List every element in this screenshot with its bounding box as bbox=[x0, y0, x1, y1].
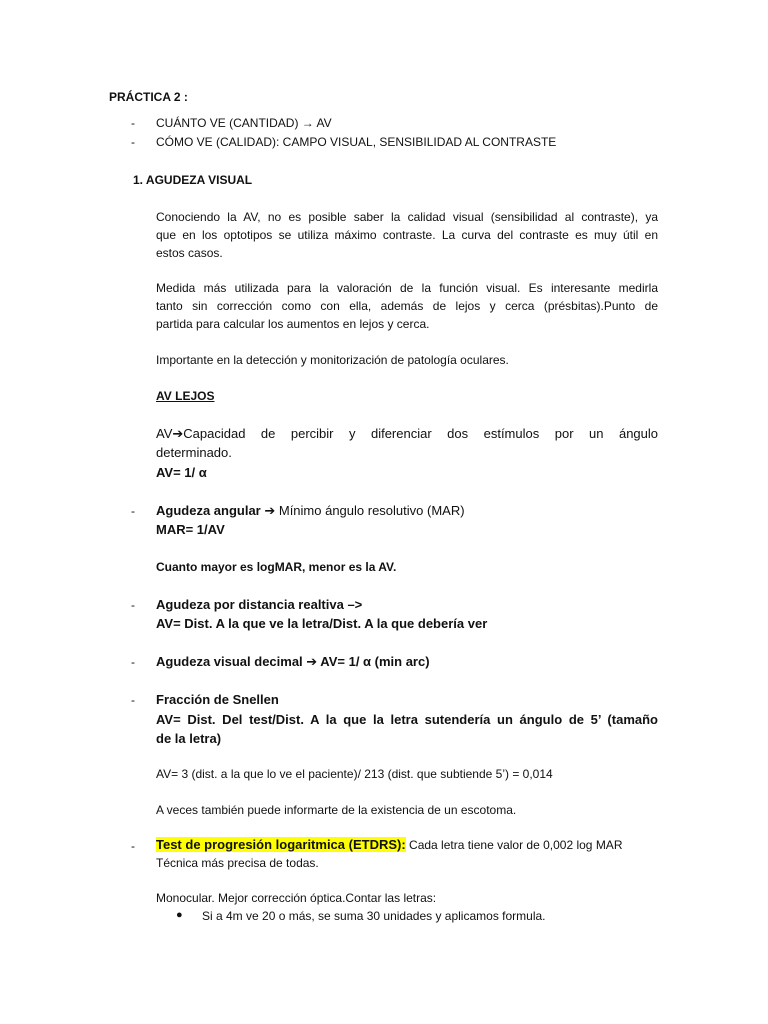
paragraph-2-line-2: tanto sin corrección como con ella, además de lejos y cerca (présbitas).Punto de bbox=[156, 299, 658, 313]
agudeza-angular-line bbox=[156, 502, 465, 519]
snellen-line-2: de la letra) bbox=[156, 731, 222, 746]
page-title: PRÁCTICA 2 : bbox=[109, 90, 188, 104]
monocular-line: Monocular. Mejor corrección óptica.Contar las letras: bbox=[156, 891, 437, 905]
mar-formula: MAR= 1/AV bbox=[156, 522, 225, 537]
agudeza-angular-text: ➔ Mínimo ángulo resolutivo (MAR) bbox=[260, 503, 465, 518]
paragraph-2-line-3: partida para calcular los aumentos en lejos y cerca. bbox=[156, 317, 430, 331]
agudeza-distancia-line-2: AV= Dist. A la que ve la letra/Dist. A la que debería ver bbox=[156, 616, 488, 631]
etdrs-highlighted-label: Test de progresión logaritmica (ETDRS): bbox=[156, 837, 406, 852]
etdrs-line-1 bbox=[156, 837, 622, 853]
etdrs-line-2: Técnica más precisa de todas. bbox=[156, 856, 319, 870]
bullet-dot-icon: ● bbox=[176, 909, 183, 921]
item-dash-snellen: - bbox=[131, 693, 135, 707]
agudeza-distancia-line-1: Agudeza por distancia realtiva –> bbox=[156, 597, 363, 612]
agudeza-decimal-line: Agudeza visual decimal ➔ AV= 1/ α (min arc) bbox=[156, 654, 430, 669]
agudeza-angular-label: Agudeza angular bbox=[156, 503, 261, 518]
snellen-example: AV= 3 (dist. a la que lo ve el paciente)/ 213 (dist. que subtiende 5’) = 0,014 bbox=[156, 767, 553, 781]
item-dash-angular: - bbox=[131, 504, 135, 518]
paragraph-1-line-3: estos casos. bbox=[156, 246, 223, 260]
snellen-line-1: AV= Dist. Del test/Dist. A la que la letra sutendería un ángulo de 5’ (tamaño bbox=[156, 712, 658, 727]
logmar-note: Cuanto mayor es logMAR, menor es la AV. bbox=[156, 560, 397, 574]
item-dash-decimal: - bbox=[131, 655, 135, 669]
av-definition-line-1: AV➔Capacidad de percibir y diferenciar dos estímulos por un ángulo bbox=[156, 426, 658, 441]
av-lejos-heading: AV LEJOS bbox=[156, 389, 215, 403]
escotoma-note: A veces también puede informarte de la existencia de un escotoma. bbox=[156, 803, 517, 817]
item-dash-etdrs: - bbox=[131, 839, 135, 853]
bullet-item-1: Si a 4m ve 20 o más, se suma 30 unidades y aplicamos formula. bbox=[202, 909, 546, 923]
intro-item-2: CÓMO VE (CALIDAD): CAMPO VISUAL, SENSIBILIDAD AL CONTRASTE bbox=[156, 135, 557, 149]
etdrs-text: Cada letra tiene valor de 0,002 log MAR bbox=[405, 838, 623, 852]
snellen-label: Fracción de Snellen bbox=[156, 692, 279, 707]
paragraph-3: Importante en la detección y monitorización de patología oculares. bbox=[156, 353, 509, 367]
intro-item-1: CUÁNTO VE (CANTIDAD) → AV bbox=[156, 116, 332, 130]
section-heading: 1. AGUDEZA VISUAL bbox=[133, 173, 253, 187]
av-definition-line-2: determinado. bbox=[156, 445, 232, 460]
paragraph-2-line-1: Medida más utilizada para la valoración de la función visual. Es interesante medirla bbox=[156, 281, 658, 295]
paragraph-1-line-1: Conociendo la AV, no es posible saber la calidad visual (sensibilidad al contraste), ya bbox=[156, 210, 658, 224]
av-formula: AV= 1/ α bbox=[156, 465, 207, 480]
item-dash-distancia: - bbox=[131, 598, 135, 612]
intro-dash-1: - bbox=[131, 116, 135, 130]
paragraph-1-line-2: que en los optotipos se utiliza máximo contraste. La curva del contraste es muy útil en bbox=[156, 228, 658, 242]
intro-dash-2: - bbox=[131, 135, 135, 149]
